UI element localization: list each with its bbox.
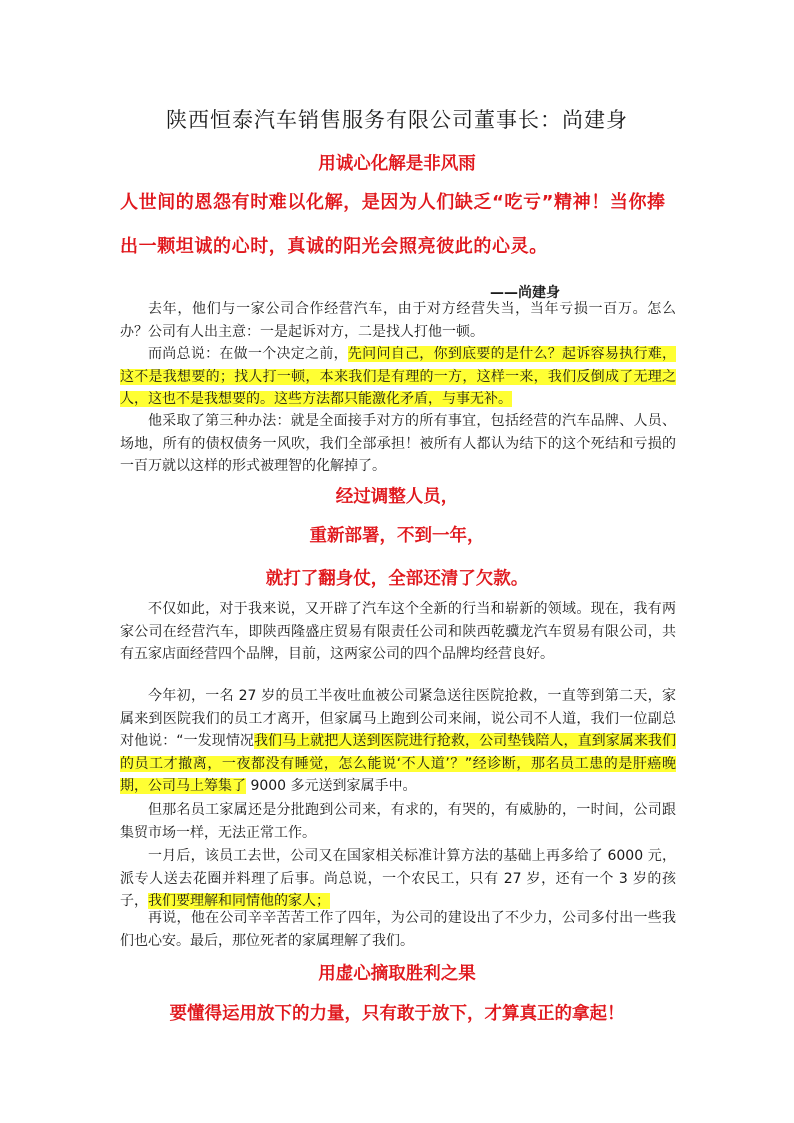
paragraph-2-text: 而尚总说：在做一个决定之前，: [148, 346, 348, 362]
quote-release: 要懂得运用放下的力量，只有敢于放下，才算真正的拿起！: [169, 1004, 625, 1024]
paragraph-5-tail: 9000 多元送到家属手中。: [246, 778, 417, 794]
paragraph-2: [120, 343, 676, 411]
paragraph-8: 再说，他在公司辛辛苦苦工作了四年，为公司的建设出了不少力，公司多付出一些我们也心安。最后，那位死者的家属理解了我们。: [120, 910, 676, 949]
paragraph-4: 不仅如此，对于我来说，又开辟了汽车这个全新的行当和崭新的领域。现在，我有两家公司在经营汽车，即陕西隆盛庄贸易有限责任公司和陕西乾骥龙汽车贸易有限公司，共有五家店面经营四个品牌，目前，这两家公司的四个品牌均经营良好。: [120, 601, 676, 662]
paragraph-7-text: 一月后，该员工去世，公司又在国家相关标准计算方法的基础上再多给了 6000 元，派专人送去花圈并料理了后事。尚总说，一个农民工，只有 27 岁，还有一个 3 岁的孩子，: [120, 848, 676, 909]
red-line-1: 经过调整人员，: [335, 487, 459, 507]
paragraph-5-text: 今年初，一名 27 岁的员工半夜吐血被公司紧急送往医院抢救，一直等到第二天，家属来到医院我们的员工才离开，但家属马上跑到公司来闹，说公司不人道，我们一位副总对他说：“一发现情况: [120, 688, 676, 749]
paragraph-3: 他采取了第三种办法：就是全面接手对方的所有事宜，包括经营的汽车品牌、人员、场地，所有的债权债务一风吹，我们全部承担！被所有人都认为结下的这个死结和亏损的一百万就以这样的形式被理智的化解掉了。: [120, 413, 676, 474]
paragraph-5: [120, 685, 676, 798]
red-line-2: 重新部署，不到一年，: [309, 526, 485, 546]
quote-line-1: 人世间的恩怨有时难以化解，是因为人们缺乏“吃亏”精神！当你捧: [120, 192, 666, 213]
section-heading-sincerity: 用诚心化解是非风雨: [318, 154, 476, 174]
paragraph-6: 但那名员工家属还是分批跑到公司来，有求的，有哭的，有威胁的，一时间，公司跟集贸市场一样，无法正常工作。: [120, 802, 676, 841]
quote-line-2: 出一颗坦诚的心时，真诚的阳光会照亮彼此的心灵。: [120, 236, 548, 257]
quote-signature: ——尚建身: [490, 285, 560, 301]
paragraph-7-highlight: 我们要理解和同情他的家人；: [148, 893, 330, 909]
section-heading-humility: 用虚心摘取胜利之果: [318, 964, 476, 984]
paragraph-1: 去年，他们与一家公司合作经营汽车，由于对方经营失当，当年亏损一百万。怎么办？公司有人出主意：一是起诉对方，二是找人打他一顿。: [120, 301, 676, 340]
red-line-3: 就打了翻身仗，全部还清了欠款。: [265, 569, 529, 589]
paragraph-5-highlight: 我们马上就把人送到医院进行抢救，公司垫钱陪人，直到家属来我们的员工才撤离，一夜都没有睡觉，怎么能说‘不人道’？”经诊断，那名员工患的是肝癌晚期，公司马上筹集了: [120, 733, 677, 794]
paragraph-2-highlight: 先问问自己，你到底要的是什么？起诉容易执行难，这不是我想要的；找人打一顿，本来我们是有理的一方，这样一来，我们反倒成了无理之人，这也不是我想要的。这些方法都只能激化矛盾，与事无补。: [120, 346, 677, 407]
paragraph-7: [120, 845, 676, 913]
document-title: 陕西恒泰汽车销售服务有限公司董事长：尚建身: [166, 108, 628, 132]
